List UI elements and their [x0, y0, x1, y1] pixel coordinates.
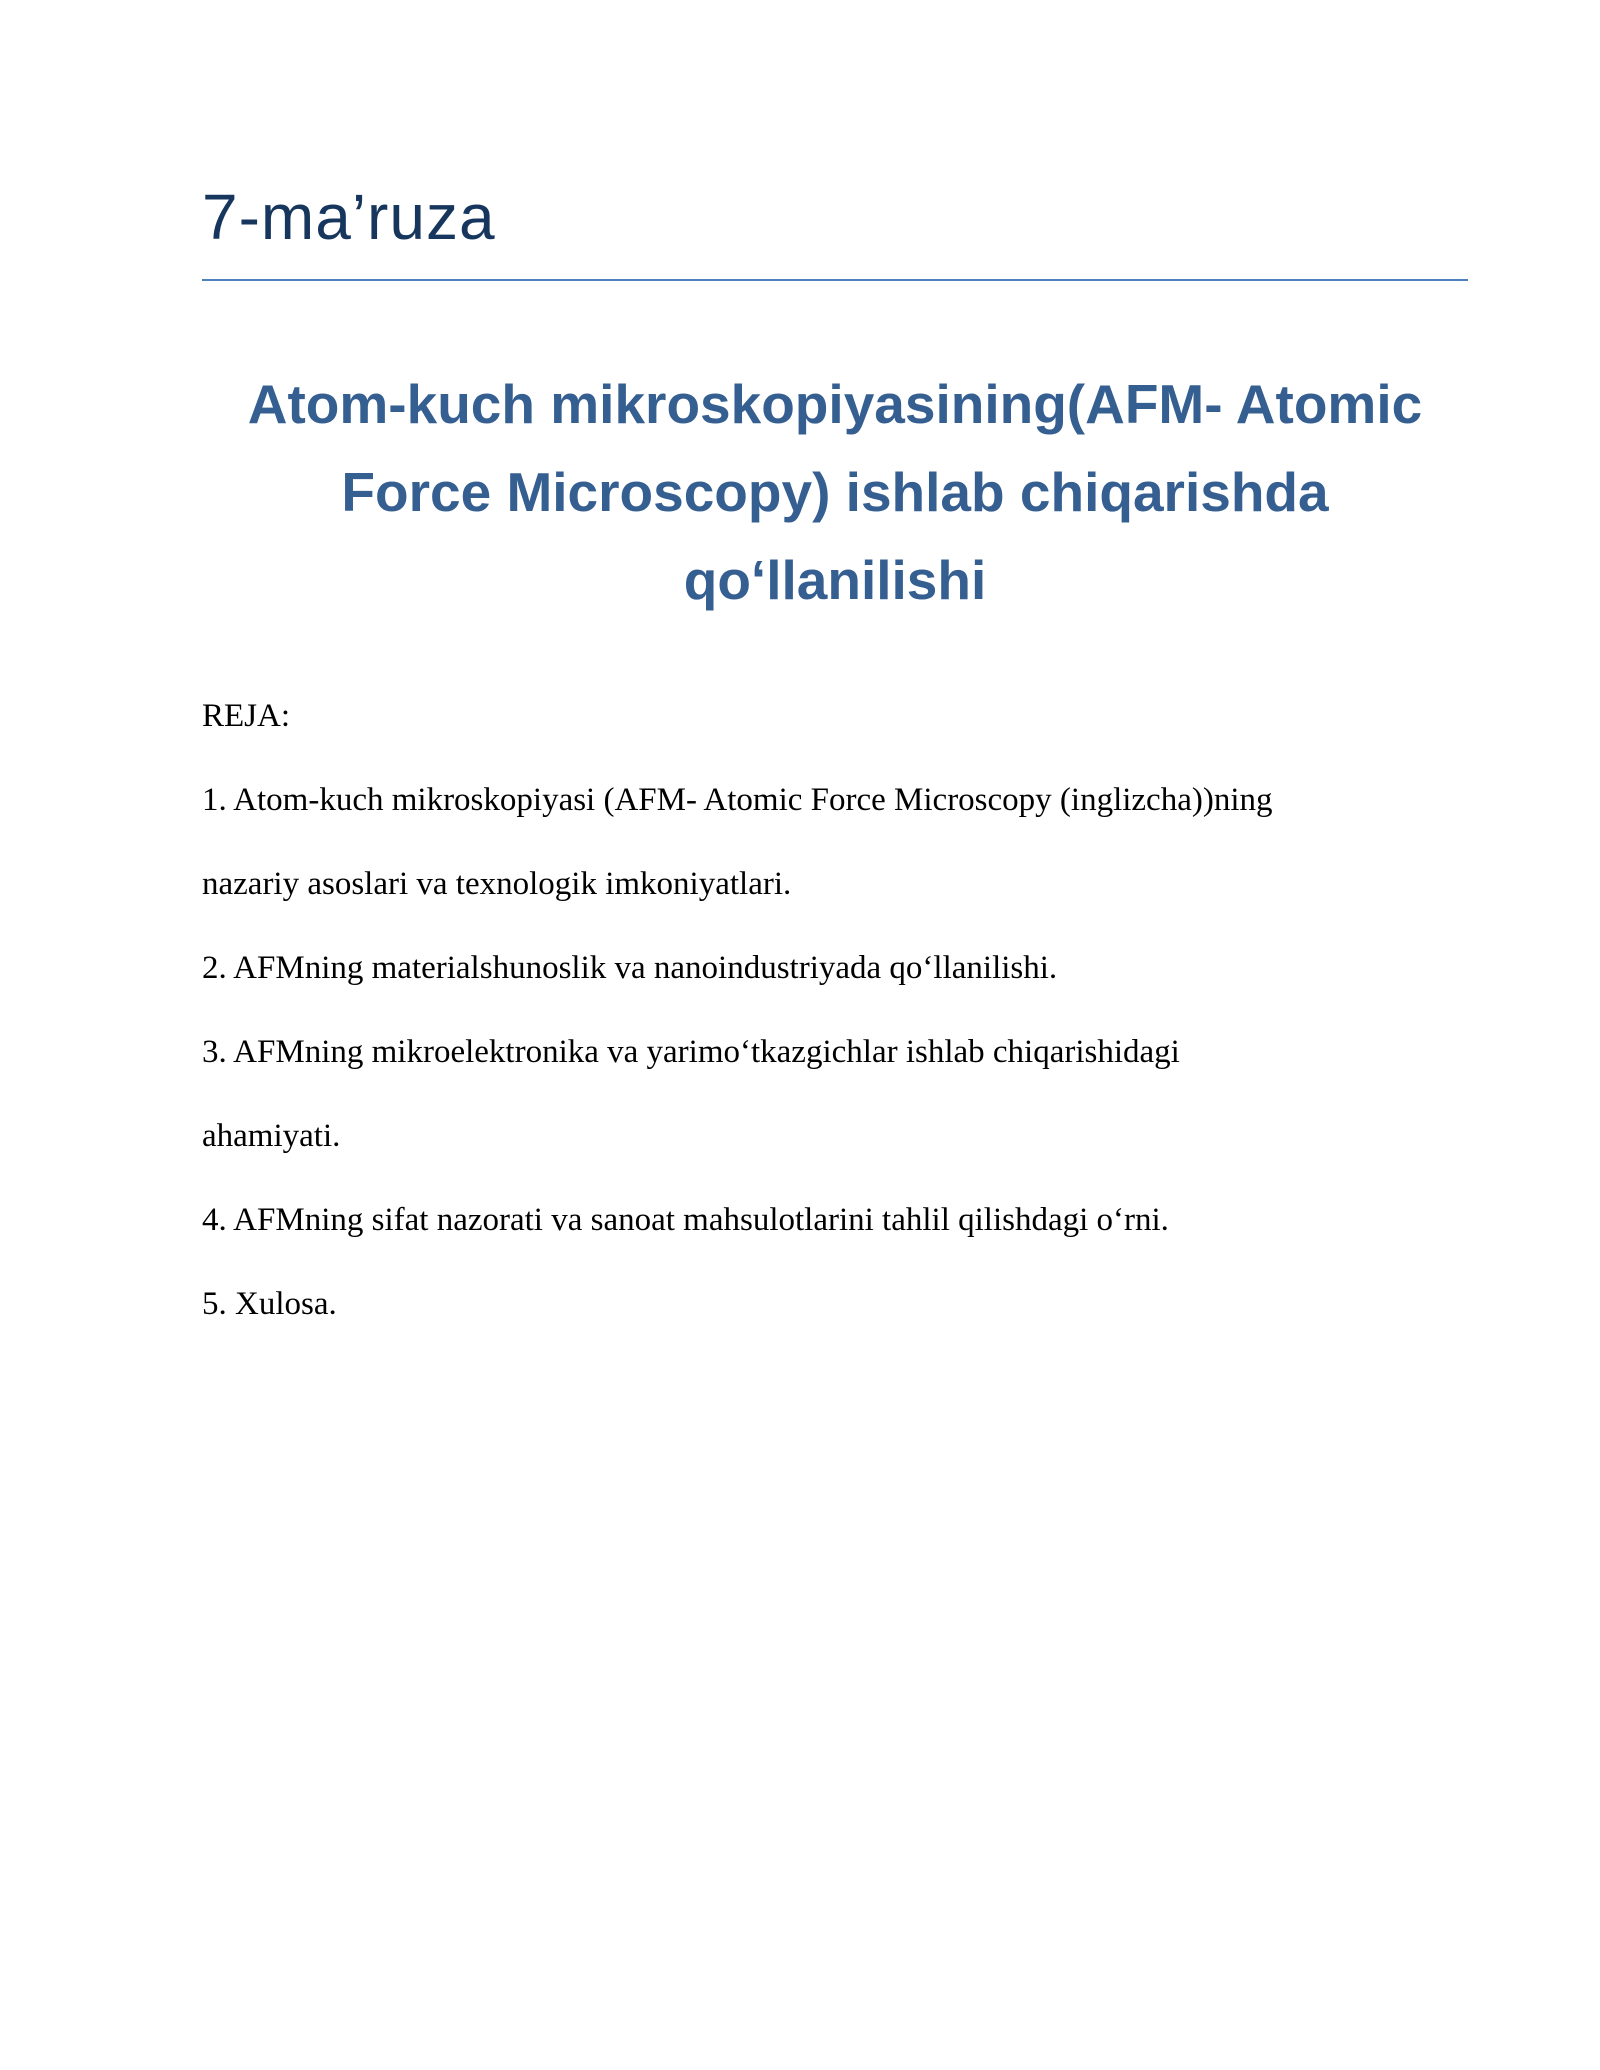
plan-item-line: nazariy asoslari va texnologik imkoniyatlari.	[202, 866, 792, 902]
plan-label: REJA:	[202, 698, 291, 734]
plan-item-line: 4. AFMning sifat nazorati va sanoat mahsulotlarini tahlil qilishdagi o‘rni.	[202, 1202, 1169, 1238]
plan-item-line: 3. AFMning mikroelektronika va yarimo‘tkazgichlar ishlab chiqarishidagi	[202, 1034, 1180, 1070]
plan-item-line: 2. AFMning materialshunoslik va nanoindustriyada qo‘llanilishi.	[202, 950, 1058, 986]
heading-line: qo‘llanilishi	[683, 549, 987, 611]
main-heading	[202, 360, 1468, 624]
title-underline-rule	[202, 279, 1468, 281]
heading-line: Atom-kuch mikroskopiyasining(AFM- Atomic	[247, 373, 1423, 435]
lecture-number-title: 7-ma’ruza	[202, 181, 496, 253]
plan-item-line: 1. Atom-kuch mikroskopiyasi (AFM- Atomic Force Microscopy (inglizcha))ning	[202, 782, 1273, 818]
plan-item-line: 5. Xulosa.	[202, 1286, 337, 1322]
heading-line: Force Microscopy) ishlab chiqarishda	[341, 461, 1329, 523]
plan-item-line: ahamiyati.	[202, 1118, 341, 1154]
